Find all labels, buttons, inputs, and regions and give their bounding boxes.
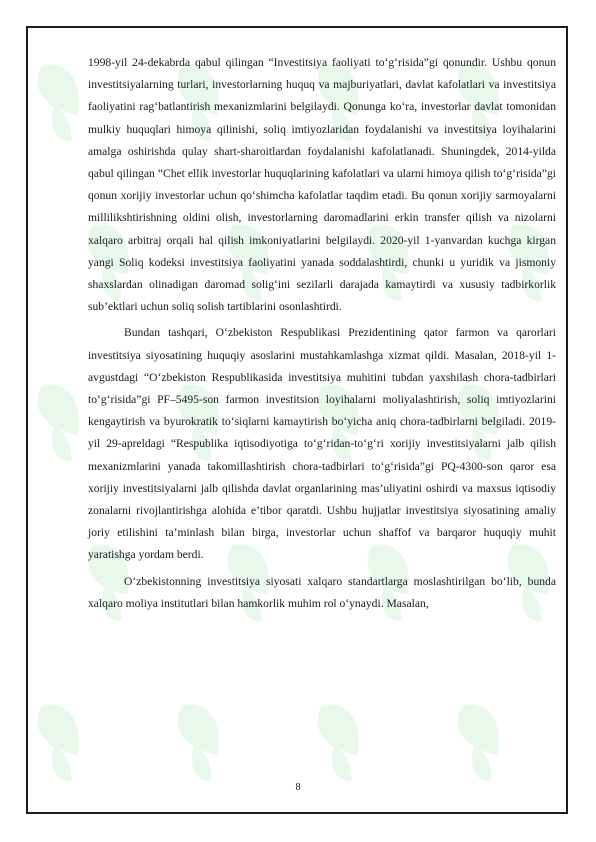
page-number: 8 xyxy=(295,782,301,793)
document-body xyxy=(88,52,556,615)
paragraph-3: O‘zbekistonning investitsiya siyosati xalqaro standartlarga moslashtirilgan bo‘lib, bunda xalqaro moliya institutlari bilan hamkorlik muhim rol o‘ynaydi. Masalan, xyxy=(88,574,556,610)
paragraph-2: Bundan tashqari, O‘zbekiston Respublikasi Prezidentining qator farmon va qarorlari investitsiya siyosatining huquqiy asoslarini mustahkamlashga xizmat qildi. Masalan, 2018-yil 1-avgustdagi “O‘zbekiston Respublikasida investitsiya muhitini tubdan yaxshilash chora-tadbirlari to‘g‘risida”gi PF–5495-son farmon investitsion loyihalarni moliyalashtirish, soliq imtiyozlarini kengaytirish va byurokratik to‘siqlarni kamaytirish bo‘yicha aniq chora-tadbirlarni belgiladi. 2019-yil 29-apreldagi “Respublika iqtisodiyotiga to‘g‘ridan-to‘g‘ri xorijiy investitsiyalarni jalb qilish mexanizmlarini yanada takomillashtirish chora-tadbirlari to‘g‘risida”gi PQ-4300-son qaror esa xorijiy investitsiyalarni jalb qilishda davlat organlarining mas’uliyatini oshirdi va maxsus iqtisodiy zonalarni rivojlantirishga alohida e’tibor qaratdi. Ushbu hujjatlar investitsiya siyosatining amaliy joriy etilishini ta’minlash bilan birga, investorlar uchun shaffof va barqaror huquqiy muhit yaratishga yordam berdi. xyxy=(88,326,556,562)
paragraph-1: 1998-yil 24-dekabrda qabul qilingan “Investitsiya faoliyati to‘g‘risida”gi qonundir. Ushbu qonun investitsiyalarning turlari, investorlarning huquq va majburiyatlari, davlat kafolatlari va investitsiya faoliyatini rag‘batlantirish mexanizmlarini belgilaydi. Qonunga ko‘ra, investorlar davlat tomonidan mulkiy huquqlari himoya qilinishi, soliq imtiyozlaridan foydalanishi va investitsiya loyihalarini amalga oshirishda qulay shart-sharoitlardan foydalanishi kafolatlanadi. Shuningdek, 2014-yilda qabul qilingan “Chet ellik investorlar huquqlarining kafolatlari va ularni himoya qilish to‘g‘risida”gi qonun xorijiy investorlar uchun qo‘shimcha kafolatlar taqdim etadi. Bu qonun xorijiy sarmoyalarni millilikshtirishning oldini olish, investorlarning daromadlarini erkin transfer qilish va nizolarni xalqaro arbitraj orqali hal qilish imkoniyatlarini belgilaydi. 2020-yil 1-yanvardan kuchga kirgan yangi Soliq kodeksi investitsiya faoliyatini yanada soddalashtirdi, chunki u yuridik va jismoniy shaxslardan olinadigan daromad solig‘ini sezilarli darajada kamaytirdi va xususiy tadbirkorlik sub’ektlari uchun soliq solish tartiblarini osonlashtirdi. xyxy=(88,56,556,314)
